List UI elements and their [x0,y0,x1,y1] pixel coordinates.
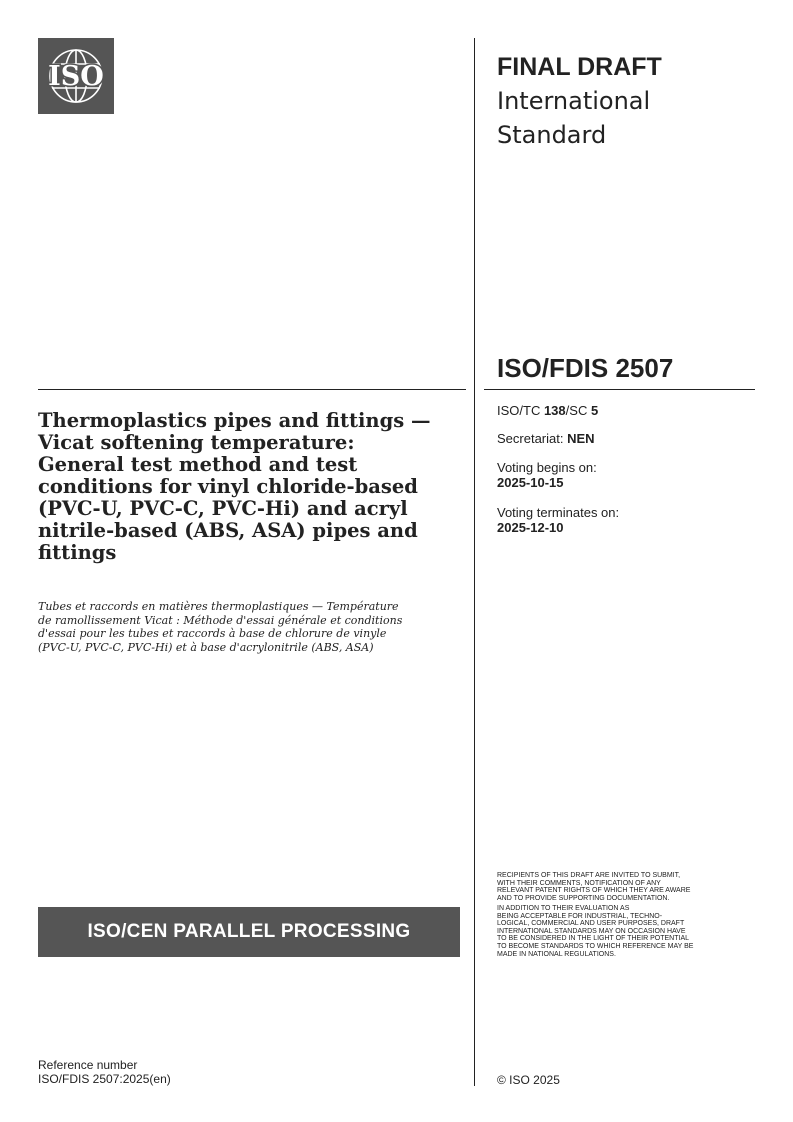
standard-type-line1: International [497,87,651,115]
notice-line: WITH THEIR COMMENTS, NOTIFICATION OF ANY [497,879,661,887]
notice-line: IN ADDITION TO THEIR EVALUATION AS [497,905,630,912]
secretariat-value: NEN [567,431,595,446]
globe-icon [38,38,114,114]
french-title-line: Tubes et raccords en matières thermoplastiques — Température [38,600,399,613]
french-title-line: (PVC-U, PVC-C, PVC-Hi) et à base d'acrylonitrile (ABS, ASA) [38,640,374,654]
french-title-line: de ramollissement Vicat : Méthode d'essai générale et conditions [38,613,403,627]
voting-terminates [497,505,619,535]
title-line: conditions for vinyl chloride-based [38,475,418,498]
secretariat-label: Secretariat: [497,431,568,446]
reference-value: ISO/FDIS 2507:2025(en) [38,1072,171,1086]
secretariat-line [497,431,595,446]
french-title [38,600,463,654]
logo-text: ISO [48,61,104,92]
notice-line: INTERNATIONAL STANDARDS MAY ON OCCASION HAVE [497,927,686,935]
title-line: fittings [38,541,117,564]
voting-begins-date: 2025-10-15 [497,475,564,490]
french-title-line: d'essai pour les tubes et raccords à base de chlorure de vinyle [38,627,387,640]
tc-number: 138 [543,403,566,418]
standard-type-line2: Standard [497,121,607,149]
notice-line: BEING ACCEPTABLE FOR INDUSTRIAL, TECHNO- [497,912,663,920]
parallel-processing-banner: ISO/CEN PARALLEL PROCESSING [38,907,460,957]
notice-line: MADE IN NATIONAL REGULATIONS. [497,950,616,958]
title-line: nitrile-based (ABS, ASA) pipes and [38,519,418,542]
evaluation-notice [497,905,747,958]
voting-terminates-date: 2025-12-10 [497,520,564,535]
iso-logo [38,38,114,114]
committee-line [497,403,598,418]
notice-line: TO BECOME STANDARDS TO WHICH REFERENCE MAY BE [497,942,694,950]
notice-line: TO BE CONSIDERED IN THE LIGHT OF THEIR POTENTIAL [497,935,690,943]
voting-begins [497,460,597,490]
title-line: General test method and test [38,453,358,476]
notice-line: RECIPIENTS OF THIS DRAFT ARE INVITED TO SUBMIT, [497,872,681,879]
right-horizontal-rule [484,389,755,390]
sc-prefix: /SC [565,403,591,418]
title-line: Thermoplastics pipes and fittings — [38,409,431,432]
reference-number [38,1058,171,1086]
title-line: (PVC-U, PVC-C, PVC-Hi) and acryl [38,497,408,520]
title-line: Vicat softening temperature: [38,431,355,454]
voting-begins-label: Voting begins on: [497,460,597,475]
notice-line: LOGICAL, COMMERCIAL AND USER PURPOSES, DRAFT [497,920,685,928]
draft-label: FINAL DRAFT [497,53,662,81]
draft-header [497,50,662,152]
patent-notice [497,872,747,902]
copyright: © ISO 2025 [497,1073,560,1087]
vertical-divider [474,38,475,1086]
tc-prefix: ISO/TC [497,403,544,418]
notice-line: RELEVANT PATENT RIGHTS OF WHICH THEY ARE AWARE [497,887,691,895]
standard-number: ISO/FDIS 2507 [497,353,674,383]
sc-number: 5 [590,403,599,418]
left-horizontal-rule [38,389,466,390]
voting-terminates-label: Voting terminates on: [497,505,620,520]
reference-label: Reference number [38,1058,138,1072]
notice-line: AND TO PROVIDE SUPPORTING DOCUMENTATION. [497,894,670,902]
document-title [38,410,458,564]
